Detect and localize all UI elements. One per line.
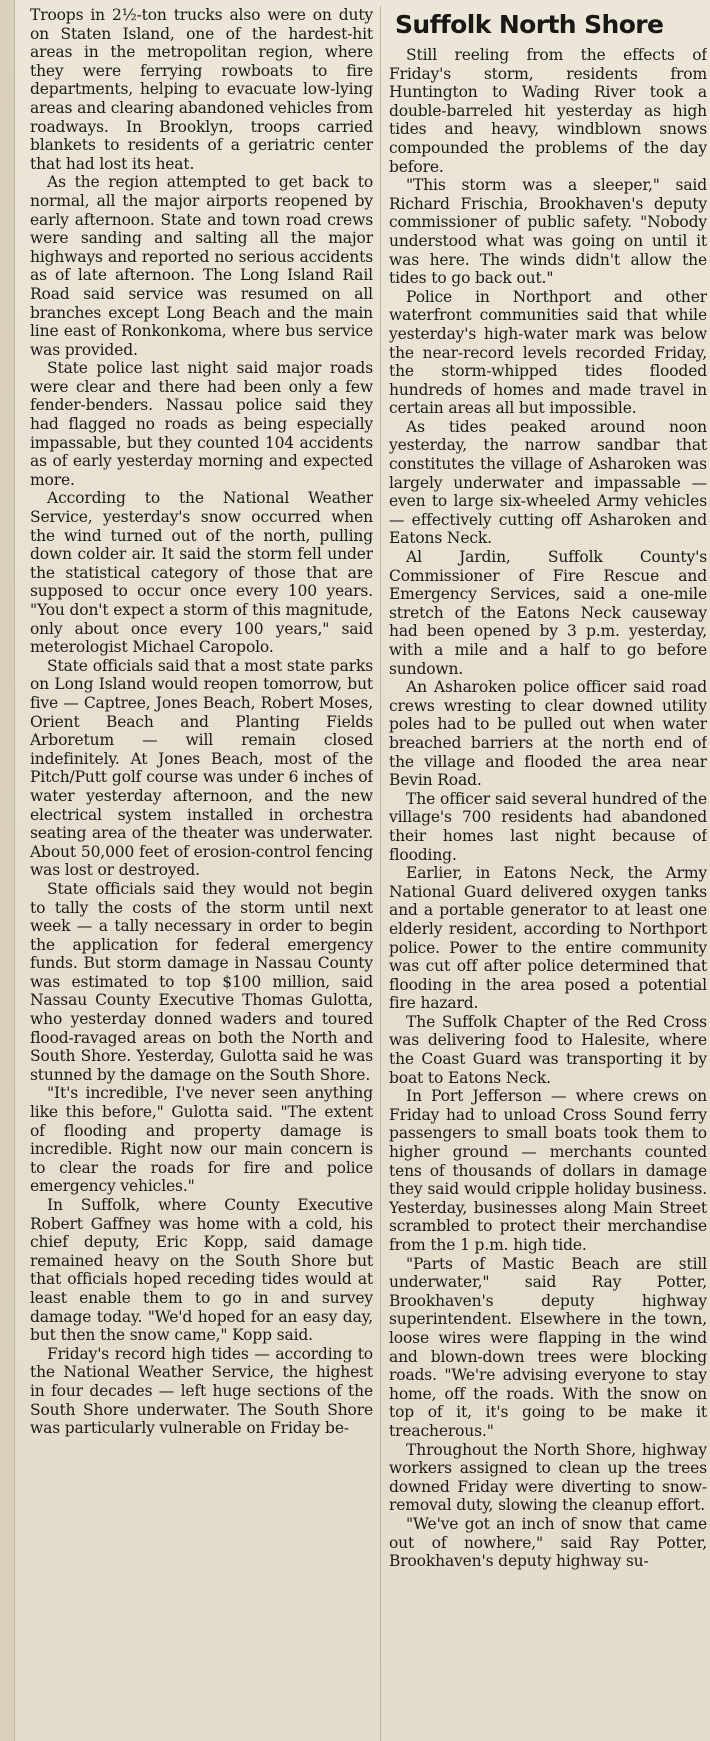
- article-paragraph: Still reeling from the effects of Friday's storm, residents from Huntington to Wading River took a double-barreled hit yesterday as high tides and heavy, windblown snows compounded the problems of the day before.: [389, 46, 707, 176]
- article-paragraph: "Parts of Mastic Beach are still underwater," said Ray Potter, Brookhaven's deputy highway superintendent. Elsewhere in the town, loose wires were flapping in the wind and blown-down trees were blocking roads. "We're advising everyone to stay home, off the roads. With the snow on top of it, it's going to be make it treacherous.": [389, 1254, 707, 1440]
- article-paragraph: In Port Jefferson — where crews on Friday had to unload Cross Sound ferry passengers to small boats took them to higher ground — merchants counted tens of thousands of dollars in damage they said would cripple holiday business. Yesterday, businesses along Main Street scrambled to protect their merchandise from the 1 p.m. high tide.: [389, 1087, 707, 1254]
- article-paragraph: State officials said they would not begin to tally the costs of the storm until next week — a tally necessary in order to begin the application for federal emergency funds. But storm damage in Nassau County was estimated to top $100 million, said Nassau County Executive Thomas Gulotta, who yesterday donned waders and toured flood-ravaged areas on both the North and South Shore. Yesterday, Gulotta said he was stunned by the damage on the South Shore.: [30, 879, 373, 1084]
- article-paragraph: Al Jardin, Suffolk County's Commissioner of Fire Rescue and Emergency Services, said a one-mile stretch of the Eatons Neck causeway had been opened by 3 p.m. yesterday, with a mile and a half to go before sundown.: [389, 548, 707, 678]
- article-paragraph: The officer said several hundred of the village's 700 residents had abandoned their homes last night because of flooding.: [389, 789, 707, 864]
- column-divider: [380, 6, 381, 1741]
- article-paragraph: As tides peaked around noon yesterday, the narrow sandbar that constitutes the village of Asharoken was largely underwater and impassable — even to large six-wheeled Army vehicles — effectively cutting off Asharoken and Eatons Neck.: [389, 417, 707, 548]
- article-paragraph: An Asharoken police officer said road crews wresting to clear downed utility poles had to be pulled out when water breached barriers at the north end of the village and flooded the area near Bevin Road.: [389, 678, 707, 790]
- article-paragraph: According to the National Weather Service, yesterday's snow occurred when the wind turned out of the north, pulling down colder air. It said the storm fell under the statistical category of those that are supposed to occur once every 100 years. "You don't expect a storm of this magnitude, only about once every 100 years," said meterologist Michael Caropolo.: [30, 489, 373, 657]
- article-paragraph: Throughout the North Shore, highway workers assigned to clean up the trees downed Friday were diverting to snow-removal duty, slowing the cleanup effort.: [389, 1440, 707, 1515]
- article-paragraph: State police last night said major roads were clear and there had been only a few fender-benders. Nassau police said they had flagged no roads as being especially impassable, but they counted 104 accidents as of early yesterday morning and expected more.: [30, 359, 373, 489]
- article-paragraph: Earlier, in Eatons Neck, the Army National Guard delivered oxygen tanks and a portable generator to at least one elderly resident, according to Northport police. Power to the entire community was cut off after police determined that flooding in the area posed a potential fire hazard.: [389, 864, 707, 1013]
- clipping-edge: [0, 0, 15, 1741]
- article-paragraph: Police in Northport and other waterfront communities said that while yesterday's high-water mark was below the near-record levels recorded Friday, the storm-whipped tides flooded hundreds of homes and made travel in certain areas all but impossible.: [389, 287, 707, 418]
- article-paragraph: Friday's record high tides — according to the National Weather Service, the highest in four decades — left huge sections of the South Shore underwater. The South Shore was particularly vulnerable on Friday be-: [30, 1344, 373, 1438]
- article-paragraph: "This storm was a sleeper," said Richard Frischia, Brookhaven's deputy commissioner of public safety. "Nobody understood what was going on until it was here. The winds didn't allow the tides to go back out.": [389, 176, 707, 288]
- left-column: [30, 6, 373, 1438]
- article-paragraph: In Suffolk, where County Executive Robert Gaffney was home with a cold, his chief deputy, Eric Kopp, said damage remained heavy on the South Shore but that officials hoped receding tides would at least enable them to go in and survey damage today. "We'd hoped for an easy day, but then the snow came," Kopp said.: [30, 1196, 373, 1345]
- article-paragraph: The Suffolk Chapter of the Red Cross was delivering food to Halesite, where the Coast Guard was transporting it by boat to Eatons Neck.: [389, 1012, 707, 1087]
- section-subhead: Suffolk North Shore: [395, 10, 664, 39]
- article-paragraph: "It's incredible, I've never seen anything like this before," Gulotta said. "The extent of flooding and property damage is incredible. Right now our main concern is to clear the roads for fire and police emergency vehicles.": [30, 1084, 373, 1196]
- article-paragraph: State officials said that a most state parks on Long Island would reopen tomorrow, but five — Captree, Jones Beach, Robert Moses, Orient Beach and Planting Fields Arboretum — will remain closed indefinitely. At Jones Beach, most of the Pitch/Putt golf course was under 6 inches of water yesterday afternoon, and the new electrical system installed in orchestra seating area of the theater was underwater. About 50,000 feet of erosion-control fencing was lost or destroyed.: [30, 656, 373, 880]
- article-paragraph: As the region attempted to get back to normal, all the major airports reopened by early afternoon. State and town road crews were sanding and salting all the major highways and reported no serious accidents as of late afternoon. The Long Island Rail Road said service was resumed on all branches except Long Beach and the main line east of Ronkonkoma, where bus service was provided.: [30, 173, 373, 359]
- right-column: [389, 6, 707, 1571]
- article-paragraph: "We've got an inch of snow that came out of nowhere," said Ray Potter, Brookhaven's deputy highway su-: [389, 1514, 707, 1571]
- article-paragraph: Troops in 2½-ton trucks also were on duty on Staten Island, one of the hardest-hit areas in the metropolitan region, where they were ferrying rowboats to fire departments, helping to evacuate low-lying areas and clearing abandoned vehicles from roadways. In Brooklyn, troops carried blankets to residents of a geriatric center that had lost its heat.: [30, 6, 373, 173]
